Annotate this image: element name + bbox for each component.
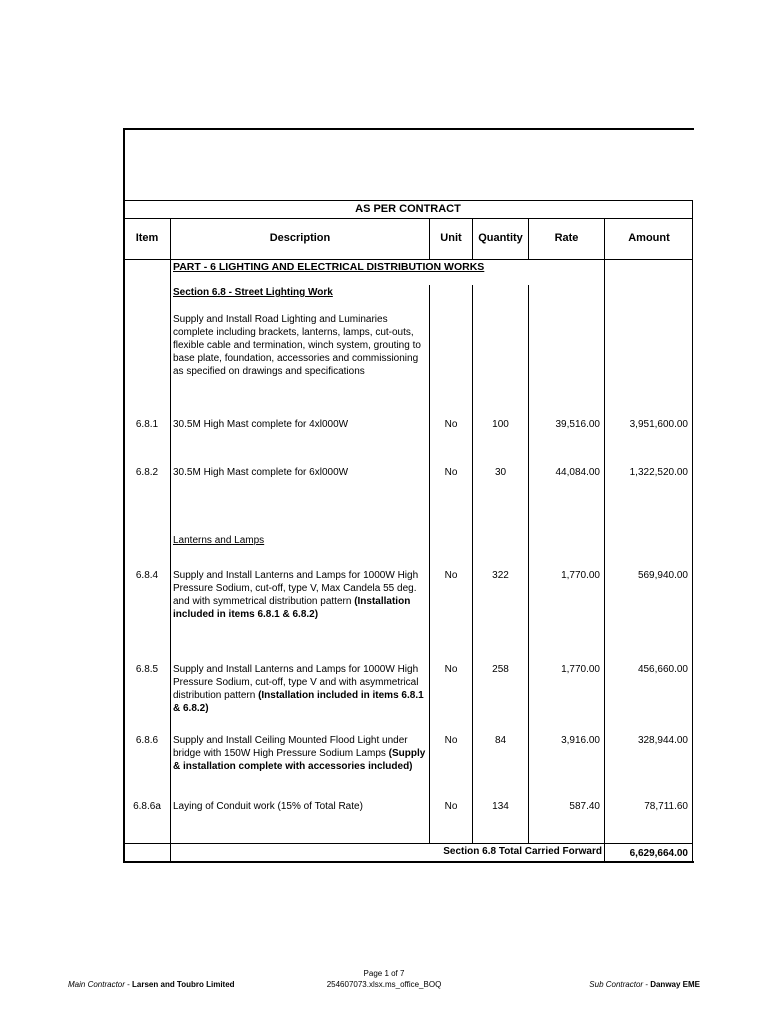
item-description: Supply and Install Lanterns and Lamps for 1000W High Pressure Sodium, cut-off, type V, Max Candela 55 deg. and with symmetrical distribution pattern	[173, 570, 419, 607]
col-divider-item	[170, 218, 171, 862]
sub-contractor-prefix: Sub Contractor	[589, 980, 644, 989]
item-description-note: (Supply & installation complete with accessories included)	[173, 748, 426, 772]
sub-contractor-sep: -	[643, 980, 651, 989]
item-quantity: 322	[492, 570, 509, 581]
item-rate: 1,770.00	[561, 664, 600, 675]
item-unit: No	[444, 735, 458, 746]
item-description: Supply and Install Ceiling Mounted Flood Light under bridge with 150W High Pressure Sodium Lamps	[173, 735, 408, 759]
item-amount: 3,951,600.00	[629, 419, 688, 430]
sub-contractor-name: Danway EME	[650, 980, 700, 989]
col-divider-desc	[429, 285, 430, 843]
item-unit: No	[444, 664, 458, 675]
subheading-lanterns: Lanterns and Lamps	[173, 535, 265, 546]
col-header-item: Item	[135, 232, 159, 244]
item-unit: No	[444, 801, 458, 812]
item-unit: No	[444, 467, 458, 478]
item-amount: 569,940.00	[637, 570, 688, 581]
item-description-note: (Installation included in items 6.8.1 & 6.8.2)	[173, 596, 411, 620]
col-divider-rate	[604, 218, 605, 862]
sub-contractor	[500, 980, 700, 989]
item-number: 6.8.4	[135, 570, 159, 581]
item-number: 6.8.6	[135, 735, 159, 746]
item-quantity: 258	[492, 664, 509, 675]
col-divider-unit	[472, 285, 473, 843]
col-header-unit: Unit	[440, 232, 462, 244]
item-unit: No	[444, 419, 458, 430]
col-header-rate: Rate	[554, 232, 579, 244]
item-description: 30.5M High Mast complete for 6xl000W	[173, 467, 349, 478]
contract-banner: AS PER CONTRACT	[355, 203, 461, 215]
item-number: 6.8.1	[135, 419, 159, 430]
section-intro: Supply and Install Road Lighting and Luminaries complete including brackets, lanterns, lamps, cut-outs, flexible cable and termination, winch system, grouting to base plate, foundation, accessories and commissioning as specified on drawings and specifications	[173, 314, 421, 377]
page-number: Page 1 of 7	[363, 969, 405, 978]
item-rate: 1,770.00	[561, 570, 600, 581]
item-rate: 3,916.00	[561, 735, 600, 746]
item-description-note: (Installation included in items 6.8.1 & 6.8.2)	[173, 690, 424, 714]
item-quantity: 30	[494, 467, 507, 478]
part-title: PART - 6 LIGHTING AND ELECTRICAL DISTRIBUTION WORKS	[173, 261, 485, 273]
col-divider-qty	[528, 285, 529, 843]
frame-top-thick	[123, 128, 694, 130]
item-quantity: 100	[492, 419, 509, 430]
banner-top-line	[123, 200, 693, 201]
section-total-amount: 6,629,664.00	[629, 848, 688, 859]
item-quantity: 134	[492, 801, 509, 812]
col-header-amount: Amount	[628, 232, 670, 244]
item-number: 6.8.5	[135, 664, 159, 675]
main-contractor-prefix: Main Contractor	[68, 980, 125, 989]
item-amount: 78,711.60	[644, 801, 688, 812]
item-quantity: 84	[494, 735, 507, 746]
item-amount: 1,322,520.00	[629, 467, 688, 478]
item-description: Laying of Conduit work (15% of Total Rate)	[173, 801, 363, 812]
banner-bottom-line	[123, 218, 693, 219]
header-bottom-line	[123, 259, 693, 260]
col-header-description: Description	[269, 232, 331, 244]
main-contractor	[68, 980, 235, 989]
item-number: 6.8.6a	[133, 801, 161, 812]
item-description: 30.5M High Mast complete for 4xl000W	[173, 419, 349, 430]
col-header-quantity: Quantity	[478, 232, 523, 244]
item-description-block	[173, 663, 429, 715]
section-title: Section 6.8 - Street Lighting Work	[173, 287, 333, 298]
section-total-label: Section 6.8 Total Carried Forward	[443, 846, 602, 857]
frame-bottom-thick	[123, 861, 694, 863]
file-name: 254607073.xlsx.ms_office_BOQ	[326, 980, 442, 989]
item-description: Supply and Install Lanterns and Lamps for 1000W High Pressure Sodium, cut-off, type V and with asymmetrical distribution pattern	[173, 664, 419, 701]
main-contractor-sep: -	[124, 980, 133, 989]
item-amount: 328,944.00	[637, 735, 688, 746]
item-rate: 587.40	[569, 801, 600, 812]
item-rate: 39,516.00	[555, 419, 600, 430]
item-amount: 456,660.00	[637, 664, 688, 675]
item-description-block	[173, 734, 429, 773]
total-top-line	[123, 843, 693, 844]
item-description-block	[173, 569, 429, 621]
frame-right	[692, 200, 693, 863]
item-rate: 44,084.00	[555, 467, 600, 478]
item-unit: No	[444, 570, 458, 581]
main-contractor-name: Larsen and Toubro Limited	[132, 980, 235, 989]
item-number: 6.8.2	[135, 467, 159, 478]
